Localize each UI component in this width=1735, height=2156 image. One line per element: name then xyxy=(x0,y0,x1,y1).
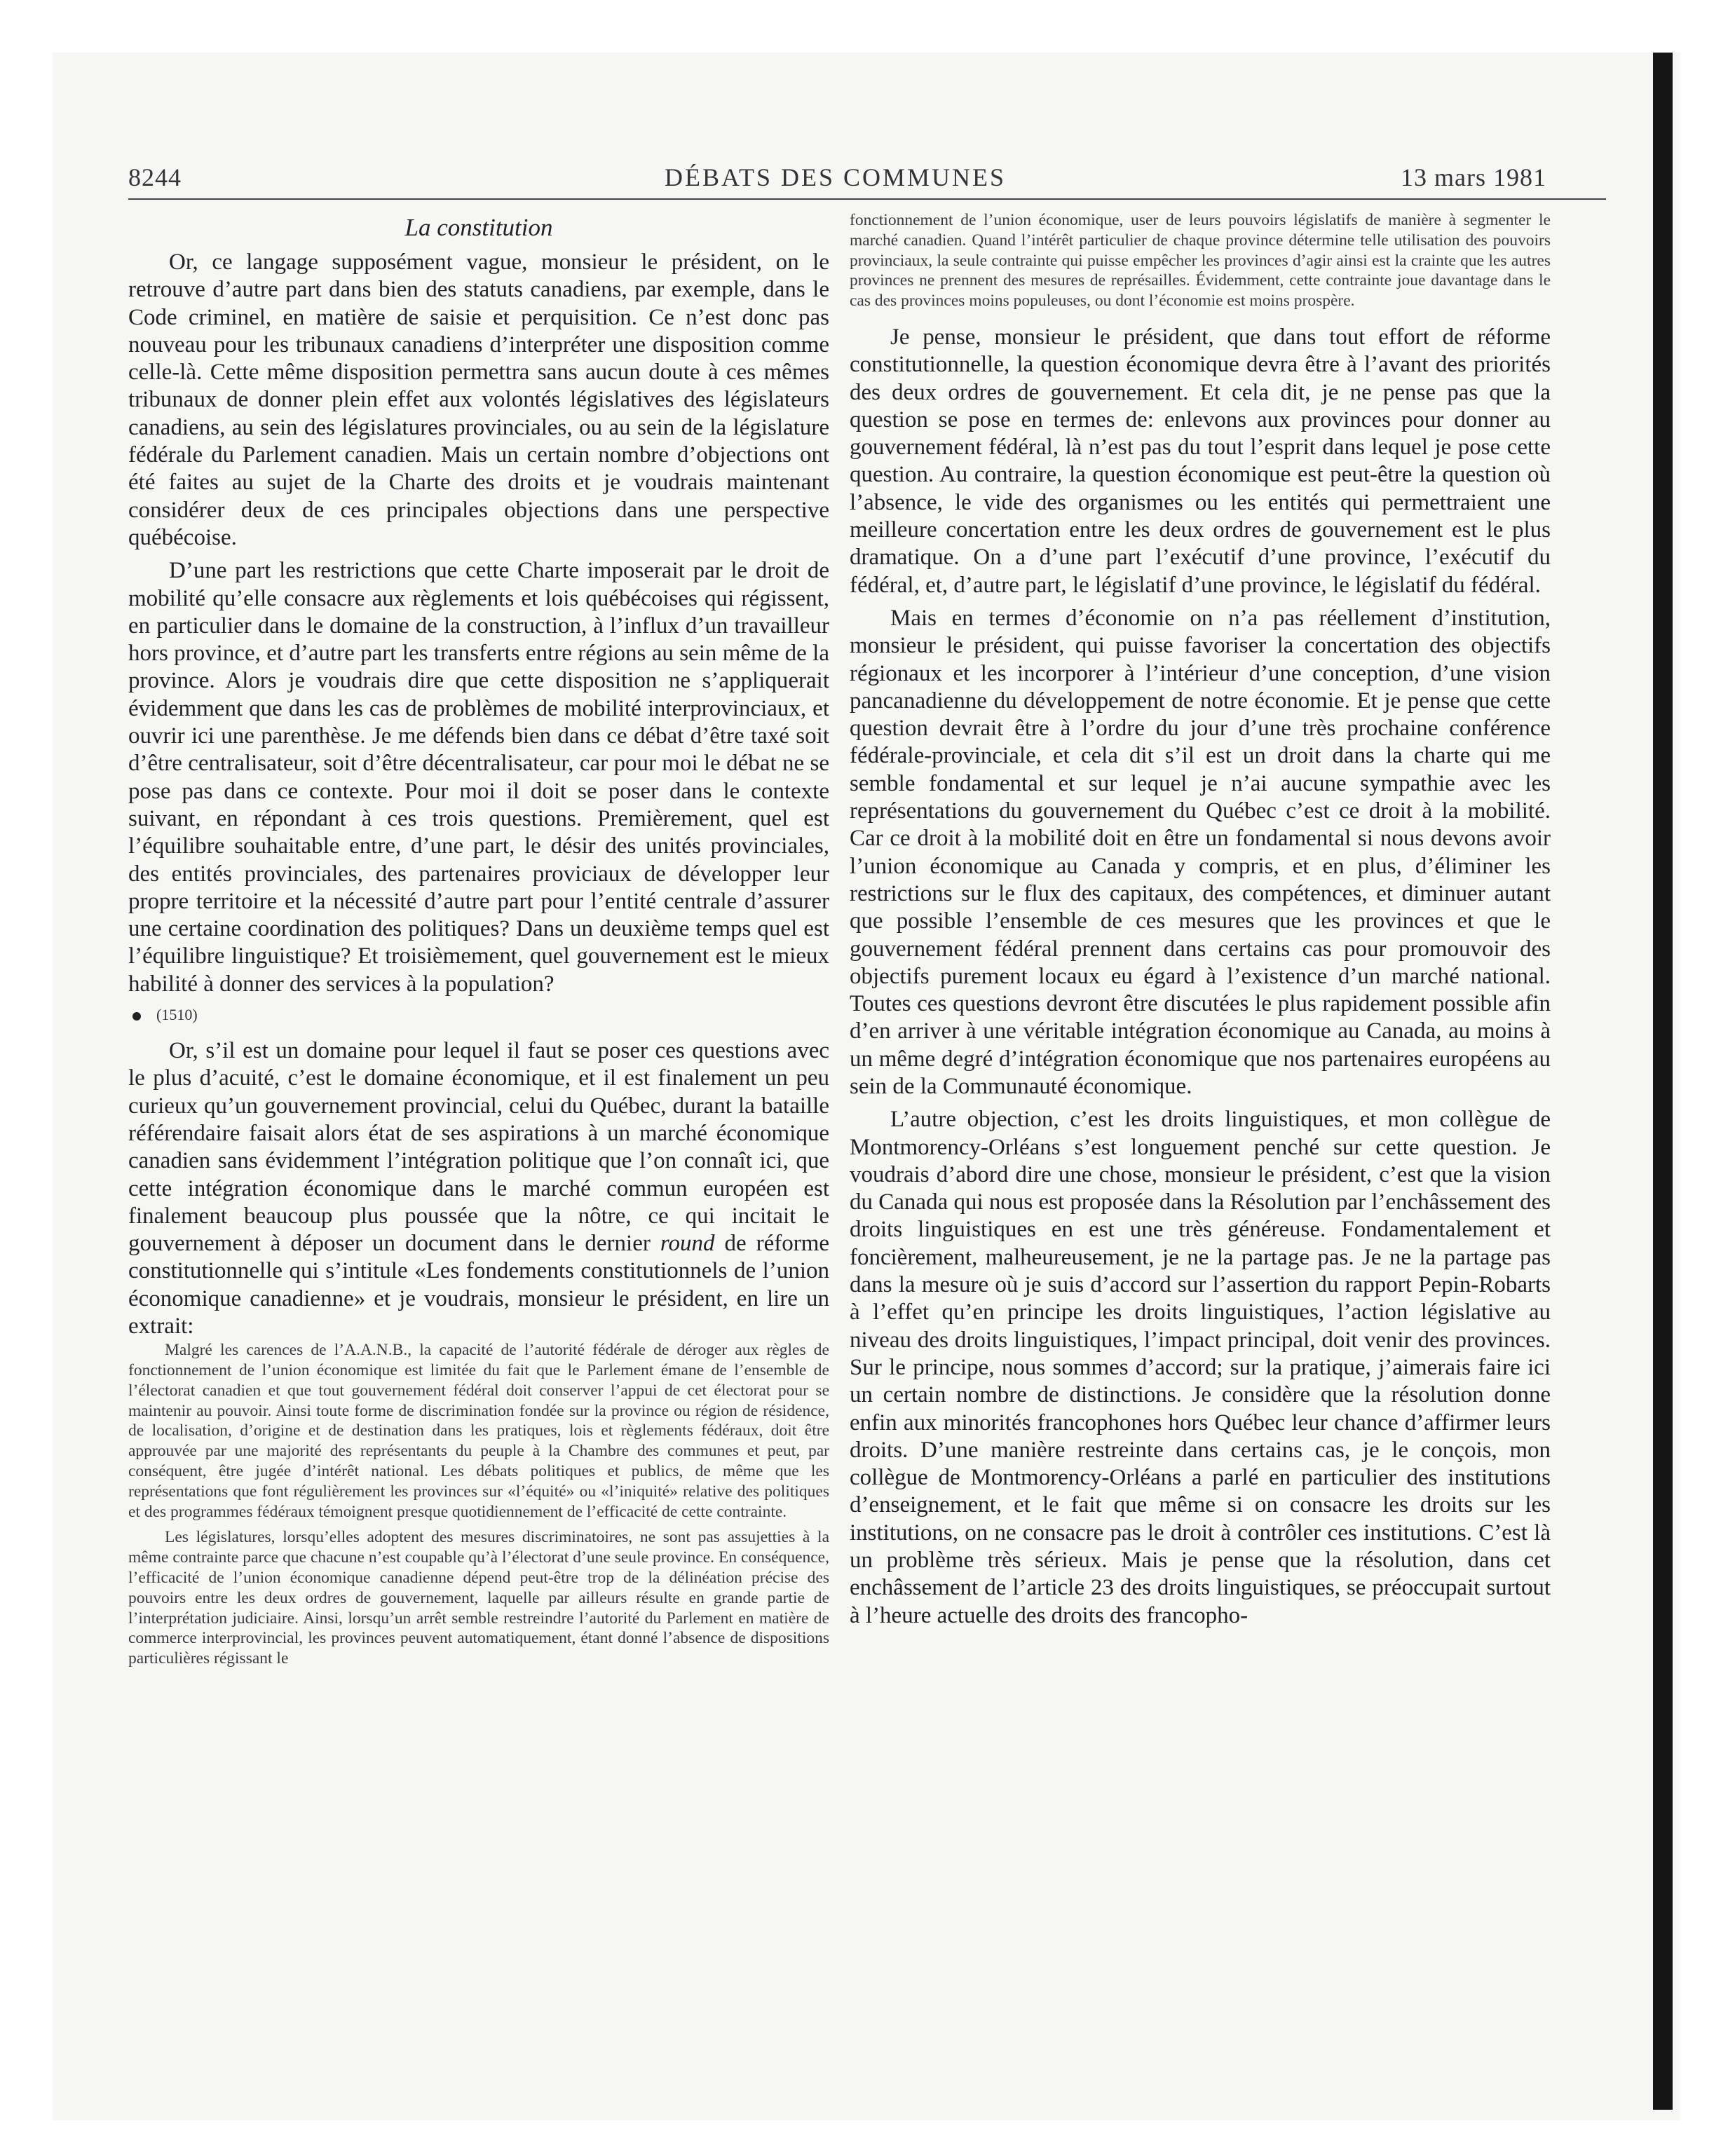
paragraph xyxy=(128,1037,829,1340)
section-title: La constitution xyxy=(404,214,553,241)
publication-title: DÉBATS DES COMMUNES xyxy=(665,163,1007,191)
publication-date: 13 mars 1981 xyxy=(1401,163,1546,191)
quotation: Les législatures, lorsqu’elles adoptent des mesures discriminatoires, ne sont pas assujetties à la même contrainte parce que chacune n’est coupable qu’à l’électorat d’une seule province. En conséquence, l’efficacité de l’union économique canadienne dépend peut-être trop de la délinéation précise des pouvoirs entre les deux ordres de gouvernement, laquelle par ailleurs résulte en grande partie de l’interprétation judiciaire. Ainsi, lorsqu’un arrêt semble restreindre l’autorité du Parlement en matière de commerce interprovincial, les provinces peuvent automatiquement, étant donné l’absence de dispositions particulières régissant le xyxy=(128,1528,829,1668)
paragraph-text: de réforme constitutionnelle qui s’intitule «Les fondements constitutionnels de l’union économique canadienne» et je voudrais, monsieur le président, en lire un extrait: xyxy=(128,1231,830,1339)
paragraph: Je pense, monsieur le président, que dans tout effort de réforme constitutionnelle, la question économique devra être à l’avant des priorités des deux ordres de gouvernement. Et cela dit, je ne pense pas que la question se pose en termes de: enlevons aux provinces pour donner au gouvernement fédéral, là n’est pas du tout l’esprit dans lequel je pose cette question. Au contraire, la question économique est peut-être la question où l’absence, le vide des organismes ou les entités qui permettraient une meilleure concertation entre les deux ordres de gouvernement est le plus dramatique. On a d’une part l’exécutif d’une province, l’exécutif du fédéral, et, d’autre part, le législatif d’une province, le législatif du fédéral. xyxy=(850,324,1551,598)
time-marker xyxy=(132,999,829,1030)
left-column xyxy=(128,210,829,1669)
paragraph: D’une part les restrictions que cette Charte imposerait par le droit de mobilité qu’elle consacre aux règlements et lois québécoises qui régissent, en particulier dans le domaine de la construction, à l’influx d’un travailleur hors province, et d’autre part les transferts entre régions au sein même de la province. Alors je voudrais dire que cette disposition ne s’appliquerait évidemment que dans les cas de problèmes de mobilité interprovinciaux, et ouvrir ici une parenthèse. Je me défends bien dans ce débat d’être taxé soit d’être centralisateur, soit d’être décentralisateur, car pour moi le débat ne se pose pas dans ce contexte. Pour moi il doit se poser dans le contexte suivant, en répondant à ces trois questions. Premièrement, quel est l’équilibre souhaitable entre, d’une part, le désir des unités provinciales, des entités provinciales, des partenaires proviciaux de développer leur propre territoire et la nécessité d’autre part pour l’entité centrale d’assurer une certaine coordination des politiques? Dans un deuxième temps quel est l’équilibre linguistique? Et troisièmement, quel gouvernement est le mieux habilité à donner des services à la population? xyxy=(128,558,829,997)
quotation-continued: fonctionnement de l’union économique, user de leurs pouvoirs législatifs de manière à segmenter le marché canadien. Quand l’intérêt particulier de chaque province détermine telle utilisation des pouvoirs provinciaux, la seule contrainte qui puisse empêcher les provinces d’agir ainsi est la crainte que les autres provinces ne prennent des mesures de représailles. Évidemment, cette contrainte joue davantage dans le cas des provinces moins populeuses, ou dont l’économie est moins prospère. xyxy=(850,211,1551,311)
bullet-icon xyxy=(132,1012,141,1021)
right-column xyxy=(850,210,1551,1630)
quotation: Malgré les carences de l’A.A.N.B., la capacité de l’autorité fédérale de déroger aux règles de fonctionnement de l’union économique est limitée du fait que le Parlement émane de l’ensemble de l’électorat canadien et que tout gouvernement fédéral doit conserver l’appui de cet électorat pour se maintenir au pouvoir. Ainsi toute forme de discrimination fondée sur la province ou région de résidence, de localisation, d’origine et de destination dans les pratiques, lois et règlements fédéraux, doit être approuvée par une majorité des représentants du peuple à la Chambre des communes et peut, par conséquent, être jugée d’intérêt national. Les débats politiques et publics, de même que les représentations que font régulièrement les provinces sur «l’équité» ou «l’iniquité» relative des politiques et des programmes fédéraux témoignent presque quotidiennement de l’efficacité de cette contrainte. xyxy=(128,1341,829,1521)
scan-edge-shadow xyxy=(1653,53,1673,2110)
paragraph: Mais en termes d’économie on n’a pas réellement d’institution, monsieur le président, qui puisse favoriser la concertation des objectifs régionaux et les incorporer à l’intérieur d’une conception, d’une vision pancanadienne du développement de notre économie. Et je pense que cette question devrait être à l’ordre du jour d’une très prochaine conférence fédérale-provinciale, et cela dit s’il est un droit dans la charte qui me semble fondamental et sur lequel je n’ai aucune sympathie avec les représentations du gouvernement du Québec c’est ce droit à la mobilité. Car ce droit à la mobilité doit en être un fondamental si nous devons avoir l’union économique au Canada y compris, et en plus, d’éliminer les restrictions sur le flux des capitaux, des compétences, et diminuer autant que possible l’ensemble de ces mesures que les provinces et que le gouvernement fédéral prennent dans certains cas pour promouvoir des objectifs purement locaux eu égard à l’existence d’un marché national. Toutes ces questions devront être discutées le plus rapidement possible afin d’en arriver à une véritable intégration économique au Canada, au moins à un même degré d’intégration économique que nos partenaires européens au sein de la Communauté économique. xyxy=(850,605,1551,1099)
italic-term: round xyxy=(660,1231,715,1257)
paragraph-text: Or, s’il est un domaine pour lequel il faut se poser ces questions avec le plus d’acuité, c’est le domaine économique, et il est finalement un peu curieux qu’un gouvernement provincial, celui du Québec, durant la bataille référendaire faisait alors état de ses aspirations à un marché économique canadien sans évidemment l’intégration politique que l’on connaît ici, que cette intégration économique dans le marché commun européen est finalement beaucoup plus poussée que la nôtre, ce qui incitait le gouvernement à déposer un document dans le dernier xyxy=(128,1038,829,1257)
paragraph: L’autre objection, c’est les droits linguistiques, et mon collègue de Montmorency-Orléans s’est longuement penché sur cette question. Je voudrais d’abord dire une chose, monsieur le président, c’est que la vision du Canada qui nous est proposée dans la Résolution par l’enchâssement des droits linguistiques en est une très généreuse. Fondamentalement et foncièrement, malheureusement, je ne la partage pas. Je ne la partage pas dans la mesure où je suis d’accord sur l’assertion du rapport Pepin-Robarts à l’effet qu’en principe les droits linguistiques, l’action législative au niveau des droits linguistiques, l’impact principal, doit venir des provinces. Sur le principe, nous sommes d’accord; sur la pratique, j’aimerais faire ici un certain nombre de distinctions. Je considère que la résolution donne enfin aux minorités francophones hors Québec leur chance d’affirmer leurs droits. D’une manière restreinte dans certains cas, je le conçois, mon collègue de Montmorency-Orléans a parlé en particulier des institutions d’enseignement, et le fait que même si on consacre les droits sur les institutions, on ne consacre pas le droit à contrôler ces institutions. C’est là un problème très sérieux. Mais je pense que la résolution, dans cet enchâssement de l’article 23 des droits linguistiques, se préoccupait surtout à l’heure actuelle des droits des francopho- xyxy=(850,1107,1551,1628)
header-rule xyxy=(128,198,1606,200)
time-marker-label: (1510) xyxy=(156,1006,198,1024)
paragraph: Or, ce langage supposément vague, monsieur le président, on le retrouve d’autre part dans bien des statuts canadiens, par exemple, dans le Code criminel, en matière de saisie et perquisition. Ce n’est donc pas nouveau pour les tribunaux canadiens d’interpréter une disposition comme celle-là. Cette même disposition permettra sans aucun doute à ces mêmes tribunaux de donner plein effet aux volontés législatives des législateurs canadiens, au sein des législatures provinciales, ou au sein de la législature fédérale du Parlement canadien. Mais un certain nombre d’objections ont été faites au sujet de la Charte des droits et je voudrais maintenant considérer deux de ces principales objections dans une perspective québécoise. xyxy=(128,250,829,550)
page-number: 8244 xyxy=(128,163,182,191)
